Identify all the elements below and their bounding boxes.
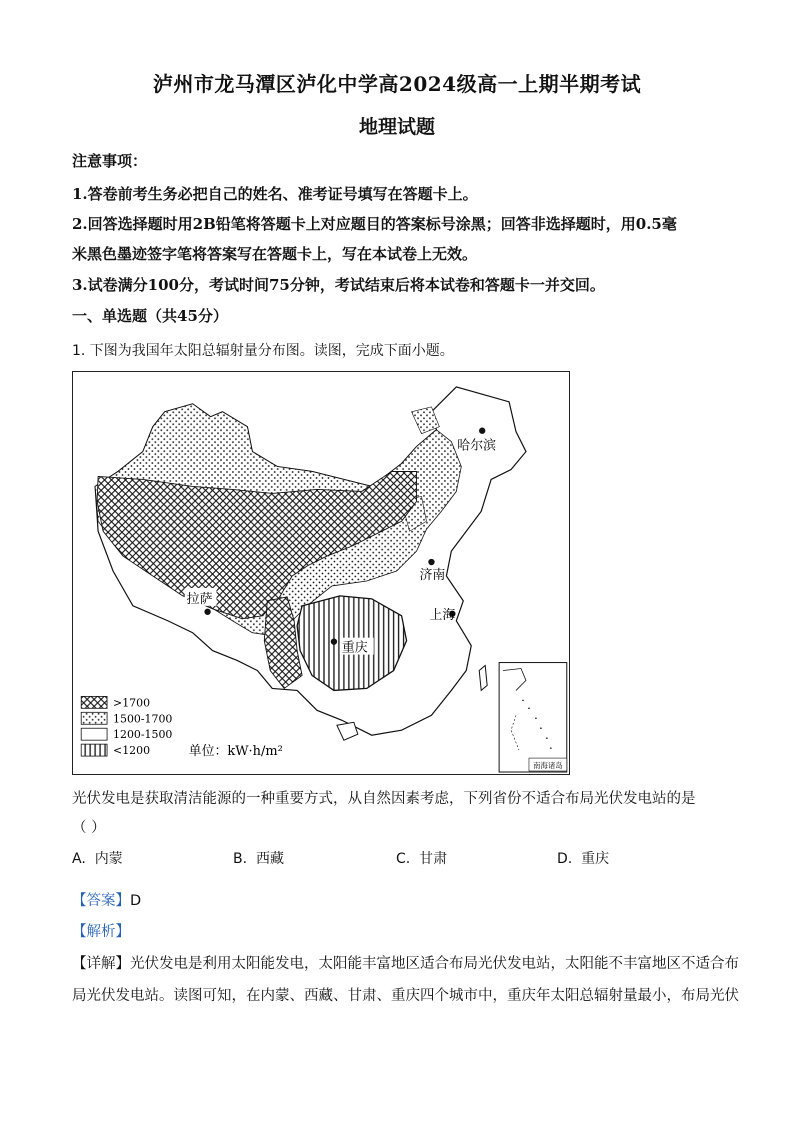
city-lhasa: 拉萨	[186, 591, 213, 607]
option-a: A. 内蒙	[72, 851, 123, 867]
hainan-island	[337, 722, 358, 740]
taiwan-island	[479, 666, 487, 691]
analysis-line	[72, 920, 130, 941]
notice-item-2-cont: 米黑色墨迹签字笔将答案写在答题卡上，写在本试卷上无效。	[72, 245, 478, 263]
answer-line	[72, 889, 141, 910]
city-shanghai: 上海	[429, 607, 456, 623]
analysis-tag: 【解析】	[72, 924, 130, 940]
south-china-sea-inset	[499, 663, 567, 772]
solar-radiation-map	[72, 371, 570, 775]
question-stem: 光伏发电是获取清洁能源的一种重要方式，从自然因素考虑，下列省份不适合布局光伏发电站的是	[72, 791, 696, 807]
legend-label-2: 1500-1700	[113, 712, 173, 726]
option-c: C. 甘肃	[396, 851, 448, 867]
answer-tag: 【答案】	[72, 893, 130, 909]
detail-line-1: 【详解】光伏发电是利用太阳能发电，太阳能丰富地区适合布局光伏发电站，太阳能不丰富地区不适合布	[72, 956, 739, 972]
answer-blank: （ ）	[72, 820, 106, 836]
detail-line-2: 局光伏发电站。读图可知，在内蒙、西藏、甘肃、重庆四个城市中，重庆年太阳总辐射量最小，布局光伏	[72, 988, 739, 1004]
legend-label-4: <1200	[113, 744, 151, 758]
option-b: B. 西藏	[233, 851, 284, 867]
detail-tag: 【详解】	[72, 956, 130, 972]
answer-value: D	[130, 893, 142, 909]
option-d: D. 重庆	[557, 851, 610, 867]
legend-label-1: >1700	[113, 696, 151, 710]
page-subtitle: 地理试题	[358, 116, 435, 138]
city-harbin: 哈尔滨	[457, 438, 497, 454]
notice-item-1: 1.答卷前考生务必把自己的姓名、准考证号填写在答题卡上。	[72, 185, 478, 203]
legend-label-3: 1200-1500	[113, 728, 173, 742]
section-heading: 一、单选题（共45分）	[72, 307, 228, 325]
city-chongqing: 重庆	[341, 640, 368, 656]
notice-item-3: 3.试卷满分100分，考试时间75分钟，考试结束后将本试卷和答题卡一并交回。	[72, 276, 605, 294]
city-jinan: 济南	[419, 567, 446, 583]
page-title: 泸州市龙马潭区泸化中学高2024级高一上期半期考试	[152, 72, 642, 96]
question-intro: 1. 下图为我国年太阳总辐射量分布图。读图，完成下面小题。	[72, 343, 454, 359]
notice-item-2: 2.回答选择题时用2B铅笔将答题卡上对应题目的答案标号涂黑；回答非选择题时，用0.5毫	[72, 215, 677, 233]
inset-label: 南海诸岛	[532, 761, 563, 771]
notice-heading: 注意事项：	[72, 152, 148, 170]
map-legend	[81, 696, 283, 759]
legend-unit: 单位：kW·h/m²	[188, 744, 283, 760]
